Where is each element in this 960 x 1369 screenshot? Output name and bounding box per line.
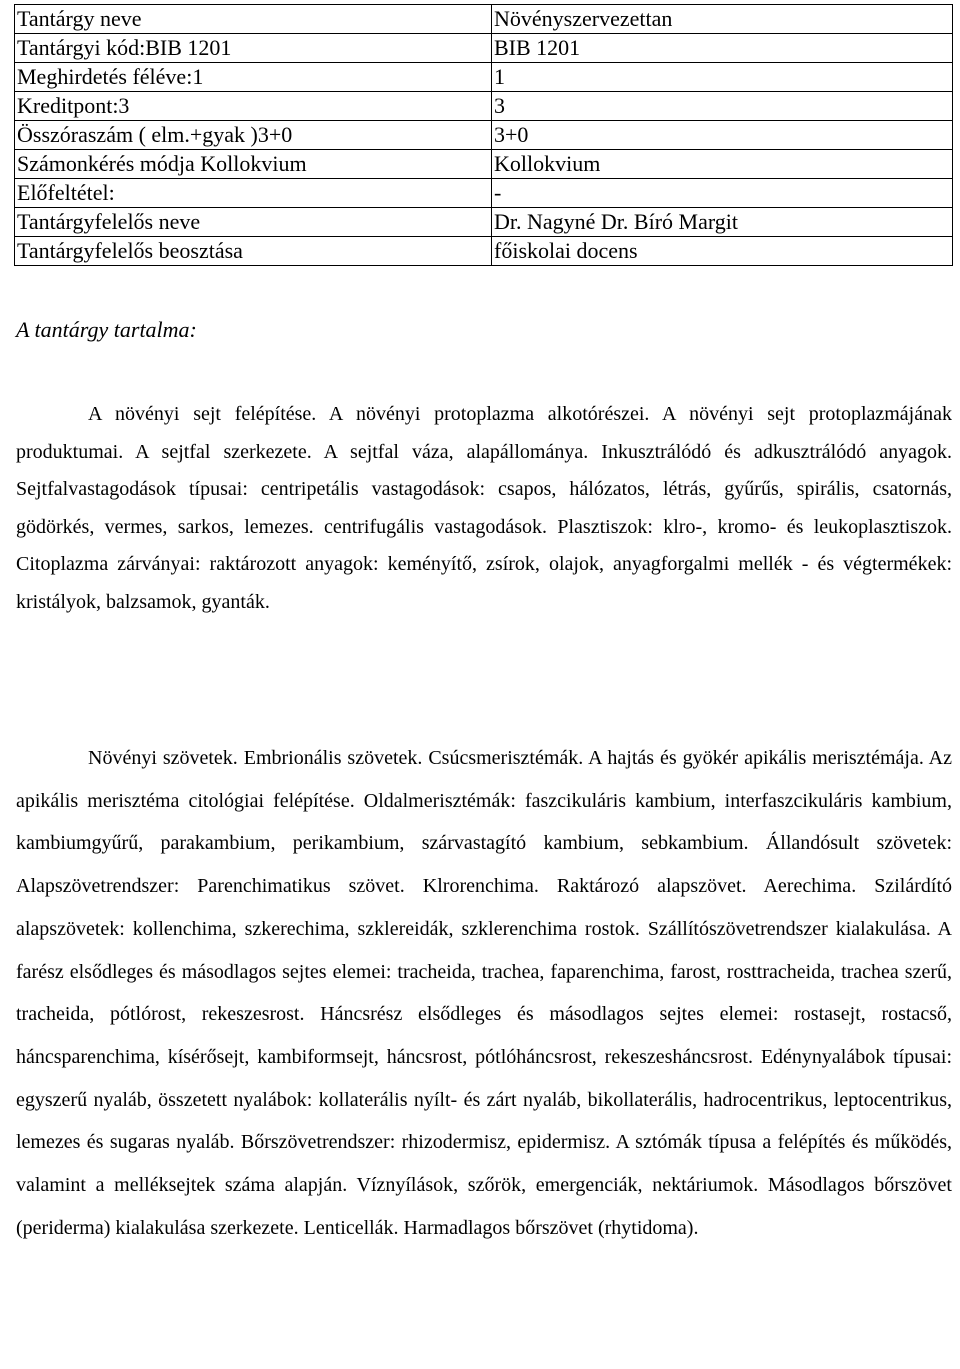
row-label: Kreditpont:3: [15, 92, 492, 121]
content-paragraph: [16, 396, 952, 622]
table-row: [15, 237, 953, 266]
row-label: Összóraszám ( elm.+gyak )3+0: [15, 121, 492, 150]
row-value: Növényszervezettan: [492, 5, 953, 34]
row-value: Kollokvium: [492, 150, 953, 179]
row-value: 3: [492, 92, 953, 121]
row-label: Tantárgyfelelős neve: [15, 208, 492, 237]
row-value: BIB 1201: [492, 34, 953, 63]
paragraph-text: A növényi sejt felépítése. A növényi protoplazma alkotórészei. A növényi sejt protoplazmájának produktumai. A sejtfal szerkezete. A sejtfal váza, alapállománya. Inkusztrálódó és adkusztrálódó anyagok. Sejtfalvastagodások típusai: centripetális vastagodások: csapos, hálózatos, létrás, gyűrűs, spirális, csatornás, gödörkés, vermes, sarkos, lemezes. centrifugális vastagodások. Plasztiszok: klro-, kromo- és leukoplasztiszok. Citoplazma zárványai: raktározott anyagok: keményítő, zsírok, olajok, anyagforgalmi mellék - és végtermékek: kristályok, balzsamok, gyanták.: [16, 403, 952, 613]
row-value: 1: [492, 63, 953, 92]
row-label: Számonkérés módja Kollokvium: [15, 150, 492, 179]
section-heading: A tantárgy tartalma:: [16, 317, 197, 342]
table-row: [15, 92, 953, 121]
table-row: [15, 150, 953, 179]
row-value: 3+0: [492, 121, 953, 150]
row-label: Előfeltétel:: [15, 179, 492, 208]
row-value: -: [492, 179, 953, 208]
table-row: [15, 63, 953, 92]
content-paragraph: [16, 737, 952, 1249]
row-label: Tantárgyi kód:BIB 1201: [15, 34, 492, 63]
row-value: Dr. Nagyné Dr. Bíró Margit: [492, 208, 953, 237]
paragraph-text: Növényi szövetek. Embrionális szövetek. Csúcsmerisztémák. A hajtás és gyökér apikális merisztémája. Az apikális merisztéma citológiai felépítése. Oldalmerisztémák: faszcikuláris kambium, interfaszcikuláris kambium, kambiumgyűrű, parakambium, perikambium, szárvastagító kambium, sebkambium. Állandósult szövetek: Alapszövetrendszer: Parenchimatikus szövet. Klrorenchima. Raktározó alapszövet. Aerechima. Szilárdító alapszövetek: kollenchima, szkerechima, szklereidák, szklerenchima rostok. Szállítószövetrendszer kialakulása. A farész elsődleges és másodlagos sejtes elemei: tracheida, trachea, faparenchima, farost, rosttracheida, trachea szerű, tracheida, pótlórost, rekeszesrost. Háncsrész elsődleges és másodlagos sejtes elemei: rostasejt, rostacső, háncsparenchima, kísérősejt, kambiformsejt, háncsrost, pótlóháncsrost, rekeszesháncsrost. Edénynyalábok típusai: egyszerű nyaláb, összetett nyalábok: kollaterális nyílt- és zárt nyaláb, bikollaterális, hadrocentrikus, leptocentrikus, lemezes és sugaras nyaláb. Bőrszövetrendszer: rhizodermisz, epidermisz. A sztómák típusa a felépítés és működés, valamint a melléksejtek száma alapján. Víznyílások, szőrök, emergenciák, nektáriumok. Másodlagos bőrszövet (periderma) kialakulása szerkezete. Lenticellák. Harmadlagos bőrszövet (rhytidoma).: [16, 747, 952, 1239]
table-row: [15, 179, 953, 208]
table-row: [15, 121, 953, 150]
row-value: főiskolai docens: [492, 237, 953, 266]
course-info-table: [14, 4, 953, 266]
row-label: Tantárgyfelelős beosztása: [15, 237, 492, 266]
table-row: [15, 34, 953, 63]
row-label: Meghirdetés féléve:1: [15, 63, 492, 92]
row-label: Tantárgy neve: [15, 5, 492, 34]
table-row: [15, 5, 953, 34]
table-row: [15, 208, 953, 237]
